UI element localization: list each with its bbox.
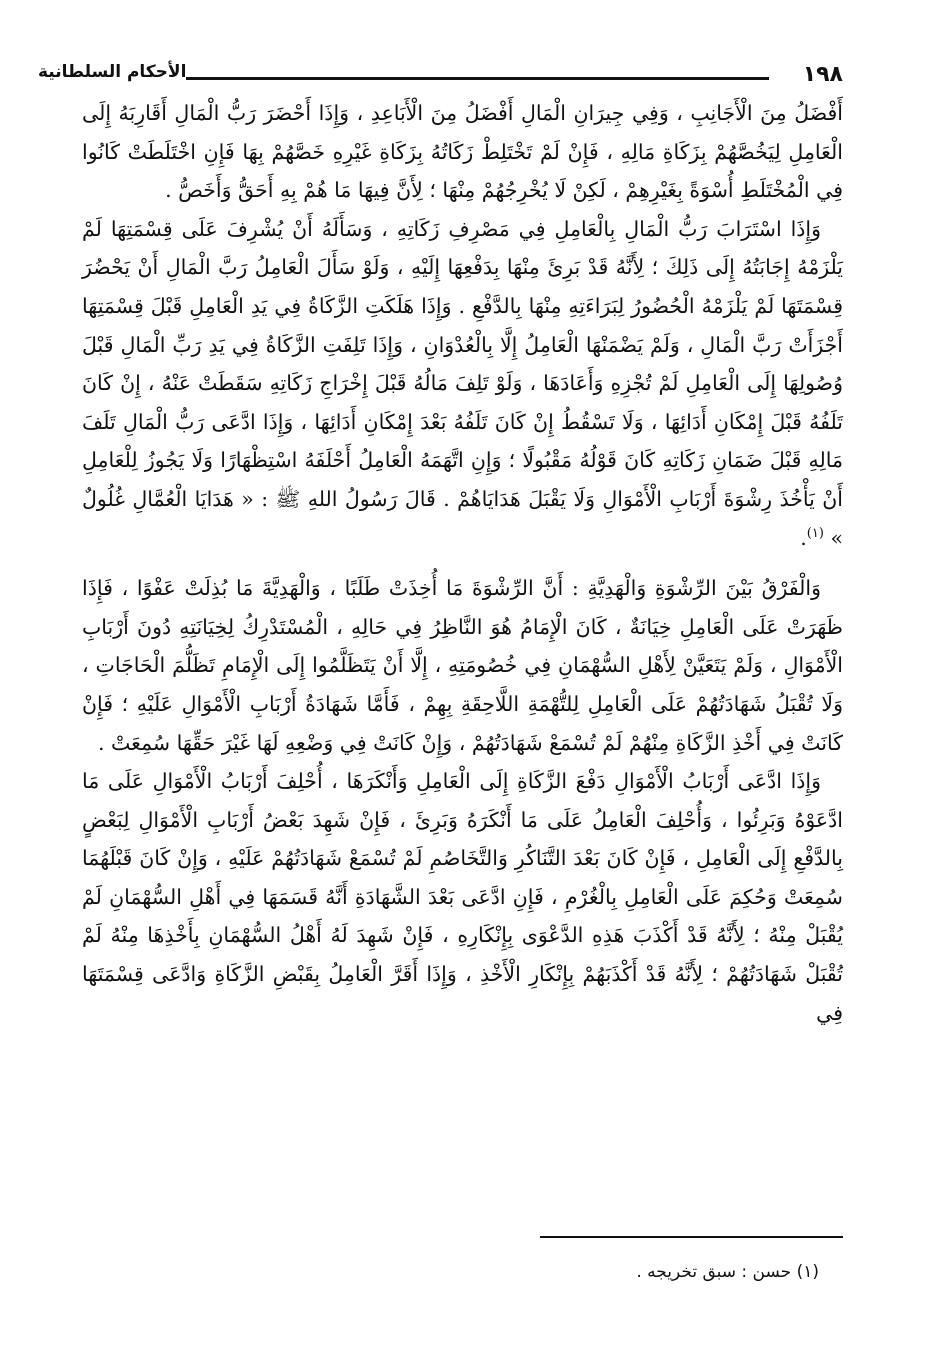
footnote-rule bbox=[540, 1236, 843, 1238]
footnote: (١) حسن : سبق تخريجه . bbox=[636, 1262, 819, 1282]
paragraph-2: وَإِذَا اسْتَرَابَ رَبُّ الْمَالِ بِالْعَامِلِ فِي مَصْرِفِ زَكَاتِهِ ، وَسَأَلَهُ أَنْ يُشْرِفَ عَلَى قِسْمَتِهَا لَمْ يَلْزَمْهُ إِجَابَتُهُ إِلَى ذَلِكَ ؛ لِأَنَّهُ قَدْ بَرِئَ مِنْهَا بِدَفْعِهَا إِلَيْهِ ، وَلَوْ سَأَلَ الْعَامِلُ رَبَّ الْمَالِ أَنْ يَحْضُرَ قِسْمَتَهَا لَمْ يَلْزَمْهُ الْحُضُورُ لِبَرَاءَتِهِ مِنْهَا بِالدَّفْعِ . وَإِذَا هَلَكَتِ الزَّكَاةُ فِي يَدِ الْعَامِلِ قَبْلَ قِسْمَتِهَا أَجْزَأَتْ رَبَّ الْمَالِ ، وَلَمْ يَضْمَنْهَا الْعَامِلُ إِلَّا بِالْعُدْوَانِ ، وَإِذَا تَلِفَتِ الزَّكَاةُ فِي يَدِ رَبِّ الْمَالِ قَبْلَ وُصُولِهَا إِلَى الْعَامِلِ لَمْ تُجْزِهِ وَأَعَادَهَا ، وَلَوْ تَلِفَ مَالُهُ قَبْلَ إِخْرَاجِ زَكَاتِهِ سَقَطَتْ عَنْهُ ، إِنْ كَانَ تَلَفُهُ قَبْلَ إِمْكَانِ أَدَائِهَا ، وَلَا تَسْقُطُ إِنْ كَانَ تَلَفُهُ بَعْدَ إِمْكَانِ أَدَائِهَا ، وَإِذَا ادَّعَى رَبُّ الْمَالِ تَلَفَ مَالِهِ قَبْلَ ضَمَانِ زَكَاتِهِ كَانَ قَوْلُهُ مَقْبُولًا ؛ وَإِنِ اتَّهَمَهُ الْعَامِلُ أَحْلَفَهُ اسْتِظْهَارًا وَلَا يَجُوزُ لِلْعَامِلِ أَنْ يَأْخُذَ رِشْوَةَ أَرْبَابِ الْأَمْوَالِ وَلَا يَقْبَلَ هَدَايَاهُمْ . قَالَ رَسُولُ اللهِ ﷺ : « هَدَايَا الْعُمَّالِ غُلُولٌ » $^{(١)}$. bbox=[82, 216, 843, 550]
paragraph-4: وَإِذَا ادَّعَى أَرْبَابُ الْأَمْوَالِ دَفْعَ الزَّكَاةِ إِلَى الْعَامِلِ وَأَنْكَرَهَا ، أُحْلِفَ أَرْبَابُ الْأَمْوَالِ عَلَى مَا ادَّعَوْهُ وَبَرِئُوا ، وَأُحْلِفَ الْعَامِلُ عَلَى مَا أَنْكَرَهُ وَبَرِئَ ، فَإِنْ شَهِدَ بَعْضُ أَرْبَابِ الْأَمْوَالِ لِبَعْضٍ بِالدَّفْعِ إِلَى الْعَامِلِ ، فَإِنْ كَانَ بَعْدَ التَّنَاكُرِ وَالتَّخَاصُمِ لَمْ تُسْمَعْ شَهَادَتُهُمْ عَلَيْهِ ، وَإِنْ كَانَ قَبْلَهُمَا سُمِعَتْ وَحُكِمَ عَلَى الْعَامِلِ بِالْغُرْمِ ، فَإِنِ ادَّعَى بَعْدَ الشَّهَادَةِ أَنَّهُ قَسَمَهَا فِي أَهْلِ السُّهْمَانِ لَمْ يُقْبَلْ مِنْهُ ؛ لِأَنَّهُ قَدْ أَكْذَبَ هَذِهِ الدَّعْوَى بِإِنْكَارِهِ ، فَإِنْ شَهِدَ لَهُ أَهْلُ السُّهْمَانِ بِأَخْذِهَا مِنْهُ لَمْ تُقْبَلْ شَهَادَتُهُمْ ؛ لِأَنَّهُ قَدْ أَكْذَبَهُمْ بِإِنْكَارِ الْأَخْذِ ، وَإِذَا أَقَرَّ الْعَامِلُ بِقَبْضِ الزَّكَاةِ وَادَّعَى قِسْمَتَهَا فِي bbox=[82, 769, 843, 1025]
paragraph-2-text: وَإِذَا اسْتَرَابَ رَبُّ الْمَالِ بِالْعَامِلِ فِي مَصْرِفِ زَكَاتِهِ ، وَسَأَلَهُ أَنْ يُشْرِفَ عَلَى قِسْمَتِهَا لَمْ يَلْزَمْهُ إِجَابَتُهُ إِلَى ذَلِكَ ؛ لِأَنَّهُ قَدْ بَرِئَ مِنْهَا بِدَفْعِهَا إِلَيْهِ ، وَلَوْ سَأَلَ الْعَامِلُ رَبَّ الْمَالِ أَنْ يَحْضُرَ قِسْمَتَهَا لَمْ يَلْزَمْهُ الْحُضُورُ لِبَرَاءَتِهِ مِنْهَا بِالدَّفْعِ . وَإِذَا هَلَكَتِ الزَّكَاةُ فِي يَدِ الْعَامِلِ قَبْلَ قِسْمَتِهَا أَجْزَأَتْ رَبَّ الْمَالِ ، وَلَمْ يَضْمَنْهَا الْعَامِلُ إِلَّا بِالْعُدْوَانِ ، وَإِذَا تَلِفَتِ الزَّكَاةُ فِي يَدِ رَبِّ الْمَالِ قَبْلَ وُصُولِهَا إِلَى الْعَامِلِ لَمْ تُجْزِهِ وَأَعَادَهَا ، وَلَوْ تَلِفَ مَالُهُ قَبْلَ إِخْرَاجِ زَكَاتِهِ سَقَطَتْ عَنْهُ ، إِنْ كَانَ تَلَفُهُ قَبْلَ إِمْكَانِ أَدَائِهَا ، وَلَا تَسْقُطُ إِنْ كَانَ تَلَفُهُ بَعْدَ إِمْكَانِ أَدَائِهَا ، وَإِذَا ادَّعَى رَبُّ الْمَالِ تَلَفَ مَالِهِ قَبْلَ ضَمَانِ زَكَاتِهِ كَانَ قَوْلُهُ مَقْبُولًا ؛ وَإِنِ اتَّهَمَهُ الْعَامِلُ أَحْلَفَهُ اسْتِظْهَارًا وَلَا يَجُوزُ لِلْعَامِلِ أَنْ يَأْخُذَ رِشْوَةَ أَرْبَابِ الْأَمْوَالِ وَلَا يَقْبَلَ هَدَايَاهُمْ . قَالَ رَسُولُ اللهِ ﷺ : « هَدَايَا الْعُمَّالِ غُلُولٌ » bbox=[82, 216, 843, 550]
header-rule bbox=[186, 77, 769, 80]
body-text bbox=[82, 94, 843, 1032]
page-number: ١٩٨ bbox=[802, 62, 843, 87]
paragraph-1: أَفْضَلُ مِنَ الْأَجَانِبِ ، وَفِي جِيرَانِ الْمَالِ أَفْضَلُ مِنَ الْأَبَاعِدِ ، وَإِذَا أَحْضَرَ رَبُّ الْمَالِ أَقَارِبَهُ إِلَى الْعَامِلِ لِيَخُصَّهُمْ بِزَكَاةِ مَالِهِ ، فَإِنْ لَمْ تَخْتَلِطْ زَكَاتُهُ بِزَكَاةِ غَيْرِهِ خَصَّهُمْ بِهَا فَإِنِ اخْتَلَطَتْ كَانُوا فِي الْمُخْتَلَطِ أُسْوَةً بِغَيْرِهِمْ ، لَكِنْ لَا يُخْرِجُهُمْ مِنْهَا ؛ لِأَنَّ فِيهَا مَا هُمْ بِهِ أَحَقُّ وَأَخَصُّ . bbox=[82, 101, 843, 203]
book-title: الأحكام السلطانية bbox=[38, 62, 187, 82]
running-header bbox=[38, 58, 843, 94]
paragraph-3: وَالْفَرْقُ بَيْنَ الرِّشْوَةِ وَالْهَدِيَّةِ : أَنَّ الرِّشْوَةَ مَا أُخِذَتْ طَلَبًا ، وَالْهَدِيَّةَ مَا بُذِلَتْ عَفْوًا ، فَإِذَا ظَهَرَتْ عَلَى الْعَامِلِ خِيَانَةٌ ، كَانَ الْإِمَامُ هُوَ النَّاظِرُ فِي حَالِهِ ، الْمُسْتَدْرِكُ لِخِيَانَتِهِ دُونَ أَرْبَابِ الْأَمْوَالِ ، وَلَمْ يَتَعَيَّنْ لِأَهْلِ السُّهْمَانِ فِي خُصُومَتِهِ ، إِلَّا أَنْ يَتَظَلَّمُوا إِلَى الْإِمَامِ تَظَلُّمَ الْحَاجَاتِ ، وَلَا تُقْبَلُ شَهَادَتُهُمْ عَلَى الْعَامِلِ لِلتُّهْمَةِ اللَّاحِقَةِ بِهِمْ ، فَأَمَّا شَهَادَةُ أَرْبَابِ الْأَمْوَالِ عَلَيْهِ ؛ فَإِنْ كَانَتْ فِي أَخْذِ الزَّكَاةِ مِنْهُمْ لَمْ تُسْمَعْ شَهَادَتُهُمْ ، وَإِنْ كَانَتْ فِي وَضْعِهِ لَهَا غَيْرَ حَقِّهَا سُمِعَتْ . bbox=[82, 576, 843, 755]
footnote-reference: (١) bbox=[806, 525, 824, 541]
